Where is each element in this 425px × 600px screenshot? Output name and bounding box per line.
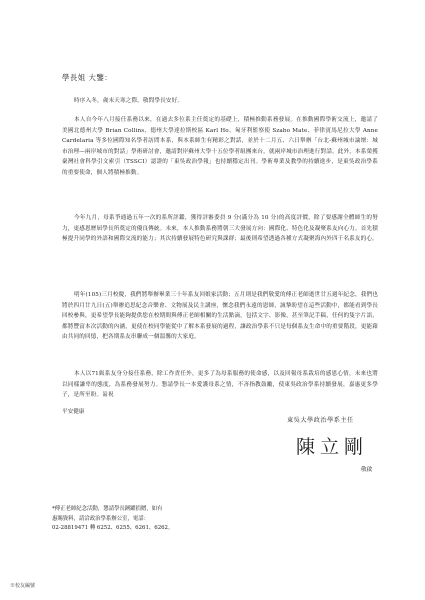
donation-note-line: *傅正老師紀念活動，懇請學長踴躍捐贈，如有 bbox=[52, 506, 163, 512]
letter-paragraph-anniversary: 明年(105)三月校慶，我們將舉辦畢業三十年系友回娘家活動；五月則是我們敬愛的傅正老師逝世廿五週年紀念，我們也將於四月廿九日(五)舉辦追思紀念音樂會、文物展及民主講座，懷念我們永遠的恩師，誠摯盼望在這些活動中，都能看到學長回校參與，更希望學長能夠提供您在校期間與傅正老師相關的生活點滴，包括文字、影像，甚至筆記手稿，任何的隻字片語，都將豐富本次活動的內涵，更使在校同學能從中了解本系發展的過程，讓政治學系不只是每個系友生命中的重要階段，更能藉由共同的回憶，把各期系友串聯成一個溫馨的大家庭。 bbox=[62, 292, 378, 341]
letter-paragraph-closing: 本人以71級系友身分接任系務，除工作責任外，更多了為母系服務的使命感，以及回報母系栽培的感恩心情，未來也將以同樣謙卑的態度，為系務發展努力。懇請學長一本愛護母系之情，不吝指教鼓勵，使東吳政治學系持續發展，嘉惠更多學子，是所至盼。耑祝 bbox=[62, 371, 378, 399]
signature-title: 東吳大學政治學系主任 bbox=[287, 417, 354, 424]
letter-paragraph-evaluation: 今年九月，母系爭通過五年一次的系所評鑑，獲得評審委員 9 分(滿分為 10 分)的高度評價，除了要感謝全體師生的努力，更感恩歷屆學長所奠定的優良傳統。未來，本人推動系務將朝三大發展方向：國際化、特色化及凝聚系友向心力。首先積極提升同學的外語和國際交流的能力；其次持續發展特色研究與課群；最後則希望透過各種方式凝聚海內外四千名系友的心。 bbox=[62, 215, 378, 243]
donation-note-line: 02-28819471 轉 6252、6255、6261、6262。 bbox=[52, 525, 174, 531]
donation-note bbox=[52, 505, 292, 534]
signature-name: 陳立剛 bbox=[296, 436, 369, 458]
letter-greeting: 時序入冬，歲末天寒之際，敬問學長安好。 bbox=[74, 98, 184, 104]
alumni-id-label: ※校友編號 bbox=[10, 583, 36, 589]
letter-closing-wish: 平安健康 bbox=[62, 409, 85, 415]
letter-paragraph-international: 本人自今年八月接任系務以來，在過去多位系主任奠定的基礎上，積極推動系務發展。在推動國際學術交流上，邀請了美國北德州大學 Brian Collins、德州大學達拉斯校區 Karl Ho、匈牙利監察使 Szabo Mate、菲律賓馬尼拉大學 Anne Cardelaria 等多位國際知名學者訪問本系，與本系師生有精彩之對話，並於十二月五、六日舉辦「台北-蘇州城市論壇：城市治理—兩岸城市的對話」學術研討會，邀請對岸蘇州大學十五位學者組團來台，就兩岸城市治理進行對話。此外，本系榮獲臺灣社會科學引文索引（TSSCI）認證的「東吳政治學報」也持續穩定出刊。學術專業及教學的持續進步，是東吳政治學系的重要使命，個人將積極推動。 bbox=[62, 117, 378, 176]
donation-note-line: 惠賜資料，請洽政治學系辦公室，電話： bbox=[52, 515, 150, 522]
signature-regards: 敬啟 bbox=[361, 467, 373, 473]
letter-salutation: 學長姐 大鑒： bbox=[62, 73, 113, 82]
